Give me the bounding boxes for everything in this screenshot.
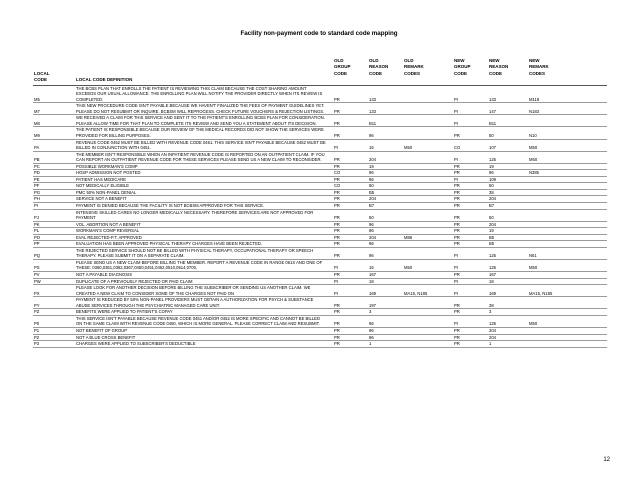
cell-new-group-code: PR (453, 334, 488, 341)
cell-new-remark-codes: M50 (528, 151, 607, 163)
cell-local-code: PX (33, 285, 75, 297)
cell-local-code: PH (33, 196, 75, 203)
cell-old-remark-codes (403, 341, 453, 348)
cell-old-group-code: PR (333, 209, 368, 221)
cell-old-group-code: PR (333, 176, 368, 183)
cell-old-reason-code: 133 (368, 103, 403, 115)
cell-old-remark-codes: M86 (403, 234, 453, 241)
cell-new-group-code: PR (453, 241, 488, 248)
column-header-line: REMARK (529, 64, 549, 70)
cell-local-code-definition: THIS SERVICE ISN'T PAYABLE BECAUSE REVENUE CODE 0451 AND/OR 0452 IS MORE SPECIFIC AND CANNOT BE BILLED ON THE SAME CLAIM WITH REVENUE CODE 0450, WHICH IS MORE GENERAL. PLEASE CORRECT CLAIM AND RESUBMIT. (75, 315, 333, 327)
cell-local-code: PB (33, 151, 75, 163)
cell-local-code: P3 (33, 341, 75, 348)
table-row (33, 247, 607, 259)
cell-old-group-code: PR (333, 221, 368, 228)
cell-old-reason-code: 96 (368, 247, 403, 259)
cell-old-group-code: PR (333, 85, 368, 103)
cell-local-code-definition: PAYMENT IS DENIED BECAUSE THE FACILITY IS NOT BCBSM APPROVED FOR THIS SERVICE. (75, 203, 333, 210)
table-row (33, 209, 607, 221)
cell-local-code: PW (33, 278, 75, 285)
cell-old-group-code: PI (333, 285, 368, 297)
column-header-line: NEW (529, 58, 540, 63)
cell-new-remark-codes (528, 297, 607, 309)
cell-new-reason-code: 1 (488, 341, 528, 348)
cell-new-reason-code: 96 (488, 170, 528, 177)
cell-old-reason-code: 1 (368, 341, 403, 348)
cell-old-group-code: PR (333, 115, 368, 127)
cell-old-reason-code: 18 (368, 278, 403, 285)
cell-old-remark-codes (403, 297, 453, 309)
cell-new-group-code: PR (453, 228, 488, 235)
table-row (33, 115, 607, 127)
column-header-line (529, 77, 606, 83)
cell-new-reason-code: 125 (488, 315, 528, 327)
table-row (33, 139, 607, 151)
cell-old-reason-code: 96 (368, 127, 403, 139)
cell-local-code-definition: THE REJECTED SERVICE SHOULD NOT BE BILLED WITH PHYSICAL THERAPY, OCCUPATIONAL THERAPY OR SPEECH THERAPY. PLEASE SUBMIT IT ON A SEPARATE CLAIM. (75, 247, 333, 259)
cell-local-code: PJ (33, 209, 75, 221)
cell-new-reason-code: 18 (488, 278, 528, 285)
column-header-line (334, 77, 367, 83)
cell-new-reason-code: B11 (488, 115, 528, 127)
cell-local-code: M8 (33, 115, 75, 127)
cell-local-code: PQ (33, 247, 75, 259)
cell-local-code-definition: REVENUE CODE 0452 MUST BE BILLED WITH REVENUE CODE 0451. THIS SERVICE ISN'T PAYABLE BECAUSE 0452 MUST BE BILLED IN CONJUNCTION WITH 0451. (75, 139, 333, 151)
table-row (33, 103, 607, 115)
cell-new-reason-code: 50 (488, 209, 528, 221)
code-mapping-table (33, 58, 607, 348)
cell-local-code: PS (33, 259, 75, 271)
cell-local-code: PO (33, 234, 75, 241)
cell-old-reason-code: 50 (368, 183, 403, 190)
cell-new-group-code: PI (453, 176, 488, 183)
cell-new-group-code: PR (453, 327, 488, 334)
column-header-old-remark-codes (403, 58, 453, 85)
cell-new-reason-code: 19 (488, 163, 528, 170)
cell-old-group-code: PR (333, 272, 368, 279)
cell-local-code: PF (33, 183, 75, 190)
cell-new-group-code: PR (453, 183, 488, 190)
cell-local-code-definition: NOT BENEFIT OF GROUP (75, 327, 333, 334)
table-row (33, 127, 607, 139)
cell-old-reason-code: 16 (368, 259, 403, 271)
column-header-line: GROUP (334, 64, 351, 70)
page-title: Facility non-payment code to standard code mapping (240, 30, 398, 37)
column-header-line: LOCAL (34, 70, 50, 76)
cell-new-reason-code: 125 (488, 247, 528, 259)
cell-old-reason-code: B7 (368, 203, 403, 210)
cell-old-reason-code: 50 (368, 209, 403, 221)
cell-local-code-definition: THIS NEW PROCEDURE CODE ISN'T PAYABLE BECAUSE WE HAVEN'T FINALIZED THE FEES OF PAYMENT GUIDELINES YET. PLEASE DO NOT RESUBMIT OR INQUIRE. BCBSM WILL REPROCESS. CHECK FUTURE VOUCHERS & REJECTION LISTINGS. (75, 103, 333, 115)
cell-old-reason-code: B11 (368, 115, 403, 127)
cell-local-code-definition: DUPLICATE OF A PREVIOUSLY REJECTED OR PAID CLAIM (75, 278, 333, 285)
cell-new-reason-code: 38 (488, 297, 528, 309)
cell-old-group-code: PR (333, 247, 368, 259)
cell-local-code-definition: NOT A BLUE CROSS BENEFIT (75, 334, 333, 341)
cell-old-reason-code: 96 (368, 315, 403, 327)
cell-old-group-code: PI (333, 278, 368, 285)
cell-old-remark-codes (403, 315, 453, 327)
cell-new-remark-codes (528, 209, 607, 221)
cell-local-code-definition: NOT A PAYABLE DIAGNOSIS (75, 272, 333, 279)
cell-new-group-code: PI (453, 285, 488, 297)
cell-local-code: M7 (33, 103, 75, 115)
cell-new-group-code: PR (453, 127, 488, 139)
cell-new-group-code: PR (453, 209, 488, 221)
cell-old-reason-code: 96 (368, 241, 403, 248)
cell-new-reason-code: B5 (488, 234, 528, 241)
cell-old-group-code: CO (333, 170, 368, 177)
column-header-line: LOCAL CODE DEFINITION (76, 77, 133, 83)
column-header-line: GROUP (454, 64, 471, 70)
cell-local-code-definition: EVALUATION HAS BEEN APPROVED PHYSICAL THERAPY CHARGES HAVE BEEN REJECTED. (75, 241, 333, 248)
cell-local-code-definition: EVAL REJECTED-P.T. APPROVED (75, 234, 333, 241)
cell-old-reason-code: 133 (368, 85, 403, 103)
cell-local-code: PC (33, 163, 75, 170)
cell-new-group-code: PI (453, 259, 488, 271)
cell-new-group-code: PI (453, 85, 488, 103)
cell-old-reason-code: B5 (368, 189, 403, 196)
cell-new-group-code: PR (453, 297, 488, 309)
cell-old-remark-codes (403, 247, 453, 259)
table-body (33, 85, 607, 347)
column-header-line: OLD (334, 58, 344, 63)
cell-new-remark-codes (528, 115, 607, 127)
cell-old-group-code: PI (333, 259, 368, 271)
column-header-line: OLD (369, 58, 379, 63)
column-header-old-reason-code (368, 58, 403, 85)
column-header-line: CODE (34, 77, 48, 83)
cell-new-group-code: PR (453, 170, 488, 177)
cell-local-code: PI (33, 203, 75, 210)
page-number: 12 (603, 457, 610, 463)
cell-old-group-code: PR (333, 196, 368, 203)
table-row (33, 85, 607, 103)
cell-local-code: PK (33, 221, 75, 228)
cell-local-code-definition: PLEASE LOOK FOR ANOTHER DECISION BEFORE BILLING THE SUBSCRIBER OR SENDING US ANOTHER CLAIM. WE CREATED A NEW CLAIM TO CONSIDER SOME OF THE CHARGES NOT PAID ON (75, 285, 333, 297)
cell-old-reason-code: 169 (368, 285, 403, 297)
cell-old-reason-code: 204 (368, 234, 403, 241)
cell-new-reason-code: 167 (488, 272, 528, 279)
table-row (33, 151, 607, 163)
cell-old-group-code: PR (333, 163, 368, 170)
cell-old-remark-codes: M50 (403, 259, 453, 271)
cell-local-code-definition: PAYMENT IS REDUCED BY 50% NON-PANEL PROVIDERS MUST OBTAIN A AUTHORIZATION FOR PSYCH & SUBSTANCE ABUSE SERVICES THROUGH THE PSYCHIATRIC MANAGED CARE UNIT. (75, 297, 333, 309)
cell-old-group-code: PR (333, 228, 368, 235)
cell-old-reason-code: 204 (368, 151, 403, 163)
cell-new-remark-codes: M118 (528, 85, 607, 103)
column-header-local-code (33, 58, 75, 85)
cell-new-reason-code: 204 (488, 334, 528, 341)
cell-local-code: PP (33, 241, 75, 248)
column-header-line (369, 77, 402, 83)
cell-new-group-code: PI (453, 247, 488, 259)
cell-old-group-code: PI (333, 139, 368, 151)
cell-old-reason-code: 96 (368, 176, 403, 183)
table-header-row (33, 58, 607, 85)
cell-new-reason-code: 147 (488, 103, 528, 115)
cell-new-group-code: PR (453, 196, 488, 203)
cell-new-reason-code: 125 (488, 151, 528, 163)
column-header-line: CODES (404, 70, 421, 76)
cell-old-reason-code: 16 (368, 139, 403, 151)
column-header-new-group-code (453, 58, 488, 85)
cell-local-code-definition: THE PATIENT IS RESPONSIBLE BECAUSE OUR REVIEW OF THE MEDICAL RECORDS DID NOT SHOW THE SERVICES WERE PROVIDED FOR BILLING PURPOSES. (75, 127, 333, 139)
cell-old-reason-code: 96 (368, 228, 403, 235)
cell-new-group-code: PR (453, 309, 488, 316)
column-header-local-code-definition (75, 58, 333, 85)
cell-old-reason-code: 96 (368, 334, 403, 341)
cell-new-reason-code: 204 (488, 327, 528, 334)
cell-old-group-code: PR (333, 241, 368, 248)
cell-old-group-code: PR (333, 315, 368, 327)
cell-new-group-code: CO (453, 139, 488, 151)
cell-new-reason-code: 109 (488, 176, 528, 183)
cell-new-group-code: PR (453, 272, 488, 279)
cell-old-group-code: PR (333, 309, 368, 316)
cell-local-code-definition: VOL. ABORTION NOT A BENEFIT (75, 221, 333, 228)
cell-local-code-definition: INTENSIVE SKILLED CARES NO LONGER MEDICALLY NECESSARY. THEREFORE SERVICES ARE NOT APPROVED FOR PAYMENT (75, 209, 333, 221)
cell-new-remark-codes: N10 (528, 127, 607, 139)
cell-new-group-code: PI (453, 115, 488, 127)
cell-new-reason-code: 204 (488, 196, 528, 203)
cell-new-reason-code: 107 (488, 139, 528, 151)
cell-local-code-definition: THE MEMBER ISN'T RESPONSIBLE WHEN AN INPATIENT REVENUE CODE IS REPORTED ON AN OUTPATIENT CLAIM. IF YOU CAN REPORT AN OUTPATIENT REVENUE CODE FOR THESE SERVICES PLEASE SEND US A NEW CLAIM TO RECONSIDER. (75, 151, 333, 163)
table-row (33, 259, 607, 271)
cell-new-remark-codes (528, 341, 607, 348)
cell-local-code: PD (33, 170, 75, 177)
table-row (33, 341, 607, 348)
cell-local-code-definition: NOT MEDICALLY ELIGIBLE (75, 183, 333, 190)
cell-old-group-code: PR (333, 341, 368, 348)
cell-old-group-code: CO (333, 183, 368, 190)
cell-local-code: PL (33, 228, 75, 235)
cell-local-code-definition: SERVICE NOT A BENEFIT (75, 196, 333, 203)
cell-local-code: M5 (33, 85, 75, 103)
cell-old-group-code: PR (333, 127, 368, 139)
cell-local-code: M9 (33, 127, 75, 139)
cell-local-code-definition: THE BCBS PLAN THAT ENROLLS THE PATIENT IS REVIEWING THIS CLAIM BECAUSE THE COST SHARING AMOUNT EXCEEDS OUR USUAL ALLOWANCE. THE ENROLLING PLAN WILL NOTIFY THE PROVIDER DIRECTLY WHEN ITS REVIEW IS COMPLETED. (75, 85, 333, 103)
cell-old-remark-codes (403, 85, 453, 103)
cell-old-reason-code: 197 (368, 297, 403, 309)
cell-local-code: PZ (33, 309, 75, 316)
cell-new-reason-code: 38 (488, 189, 528, 196)
column-header-line: CODE (369, 70, 383, 76)
cell-new-reason-code: 204 (488, 221, 528, 228)
cell-local-code-definition: PLEASE SEND US A NEW CLAIM BEFORE BILLING THE MEMBER. REPORT A REVENUE CODE IN RANGE 061X AND ONE OF THESE: 0360,0361,0362,0367,0450,0451,0452,0510,0514,0700, (75, 259, 333, 271)
cell-new-reason-code: 50 (488, 127, 528, 139)
cell-new-reason-code: B5 (488, 241, 528, 248)
cell-old-reason-code: 167 (368, 272, 403, 279)
cell-local-code-definition: HOSP ADMISSION NOT POSTED (75, 170, 333, 177)
cell-new-group-code: PI (453, 278, 488, 285)
cell-local-code-definition: PATIENT HAS MEDICARE (75, 176, 333, 183)
cell-new-group-code: PR (453, 163, 488, 170)
cell-old-group-code: PR (333, 189, 368, 196)
cell-new-reason-code: 50 (488, 183, 528, 190)
cell-local-code: PY (33, 297, 75, 309)
cell-local-code-definition: CHARGES WERE APPLIED TO SUBSCRIBER'S DEDUCTIBLE (75, 341, 333, 348)
cell-local-code: P0 (33, 315, 75, 327)
cell-old-reason-code: 204 (368, 196, 403, 203)
cell-new-group-code: PR (453, 341, 488, 348)
cell-new-remark-codes: N61 (528, 247, 607, 259)
column-header-line: OLD (404, 58, 414, 63)
column-header-line: CODES (529, 70, 546, 76)
column-header-new-reason-code (488, 58, 528, 85)
cell-new-remark-codes: M50 (528, 259, 607, 271)
cell-local-code-definition: PMC 50% NON-PANEL DENIAL (75, 189, 333, 196)
cell-old-group-code: PR (333, 203, 368, 210)
cell-new-reason-code: 19 (488, 228, 528, 235)
cell-local-code-definition: BENEFITS WERE APPLIED TO PATIENT'S COPAY (75, 309, 333, 316)
cell-old-reason-code: 19 (368, 163, 403, 170)
column-header-line: REMARK (404, 64, 424, 70)
cell-old-reason-code: 96 (368, 170, 403, 177)
cell-new-group-code: PR (453, 234, 488, 241)
cell-new-remark-codes: M50 (528, 315, 607, 327)
cell-new-remark-codes: M50 (528, 139, 607, 151)
cell-old-remark-codes (403, 115, 453, 127)
cell-new-remark-codes: N183 (528, 103, 607, 115)
column-header-line: NEW (454, 58, 465, 63)
cell-old-group-code: PR (333, 334, 368, 341)
column-header-line: NEW (489, 58, 500, 63)
cell-new-group-code: PI (453, 151, 488, 163)
cell-local-code: PG (33, 189, 75, 196)
column-header-old-group-code (333, 58, 368, 85)
cell-new-reason-code: B7 (488, 203, 528, 210)
cell-old-reason-code: 96 (368, 327, 403, 334)
cell-old-remark-codes (403, 103, 453, 115)
cell-new-group-code: PR (453, 203, 488, 210)
cell-old-group-code: PR (333, 103, 368, 115)
cell-local-code: PA (33, 139, 75, 151)
column-header-line (489, 77, 527, 83)
cell-old-group-code: PR (333, 297, 368, 309)
cell-local-code-definition: WORKMAN'S COMP REVERSAL (75, 228, 333, 235)
cell-new-reason-code: 133 (488, 85, 528, 103)
column-header-line: REASON (489, 64, 509, 70)
cell-old-reason-code: 96 (368, 221, 403, 228)
cell-new-group-code: PI (453, 315, 488, 327)
cell-old-group-code: PR (333, 327, 368, 334)
cell-new-reason-code: 125 (488, 259, 528, 271)
cell-local-code: PV (33, 272, 75, 279)
cell-new-group-code: PR (453, 221, 488, 228)
cell-old-remark-codes (403, 127, 453, 139)
table-row (33, 297, 607, 309)
cell-new-group-code: PI (453, 103, 488, 115)
table-row (33, 285, 607, 297)
table-row (33, 315, 607, 327)
cell-local-code: P1 (33, 327, 75, 334)
cell-old-group-code: PR (333, 234, 368, 241)
cell-old-remark-codes (403, 151, 453, 163)
cell-old-group-code: PR (333, 151, 368, 163)
cell-new-group-code: PR (453, 189, 488, 196)
column-header-line (454, 77, 487, 83)
cell-old-remark-codes: MA15, N185 (403, 285, 453, 297)
cell-old-remark-codes: M50 (403, 139, 453, 151)
cell-new-reason-code: 169 (488, 285, 528, 297)
column-header-line: REASON (369, 64, 389, 70)
column-header-line: CODE (489, 70, 503, 76)
cell-local-code: P2 (33, 334, 75, 341)
cell-new-remark-codes: N385 (528, 170, 607, 177)
cell-local-code: PE (33, 176, 75, 183)
cell-old-reason-code: 3 (368, 309, 403, 316)
column-header-line: CODE (334, 70, 348, 76)
cell-old-remark-codes (403, 209, 453, 221)
column-header-new-remark-codes (528, 58, 607, 85)
cell-local-code-definition: POSSIBLE WORKMAN'S COMP (75, 163, 333, 170)
column-header-line: CODE (454, 70, 468, 76)
cell-new-remark-codes: MA15, N185 (528, 285, 607, 297)
cell-local-code-definition: WE RECEIVED A CLAIM FOR THIS SERVICE AND SENT IT TO THE PATIENT'S ENROLLING BCBS PLAN FOR CONSIDERATION. PLEASE ALLOW TIME FOR THAT PLAN TO COMPLETE ITS REVIEW AND SEND YOU A STATEMENT ABOUT ITS DECISION. (75, 115, 333, 127)
cell-new-reason-code: 3 (488, 309, 528, 316)
column-header-line (404, 77, 452, 83)
